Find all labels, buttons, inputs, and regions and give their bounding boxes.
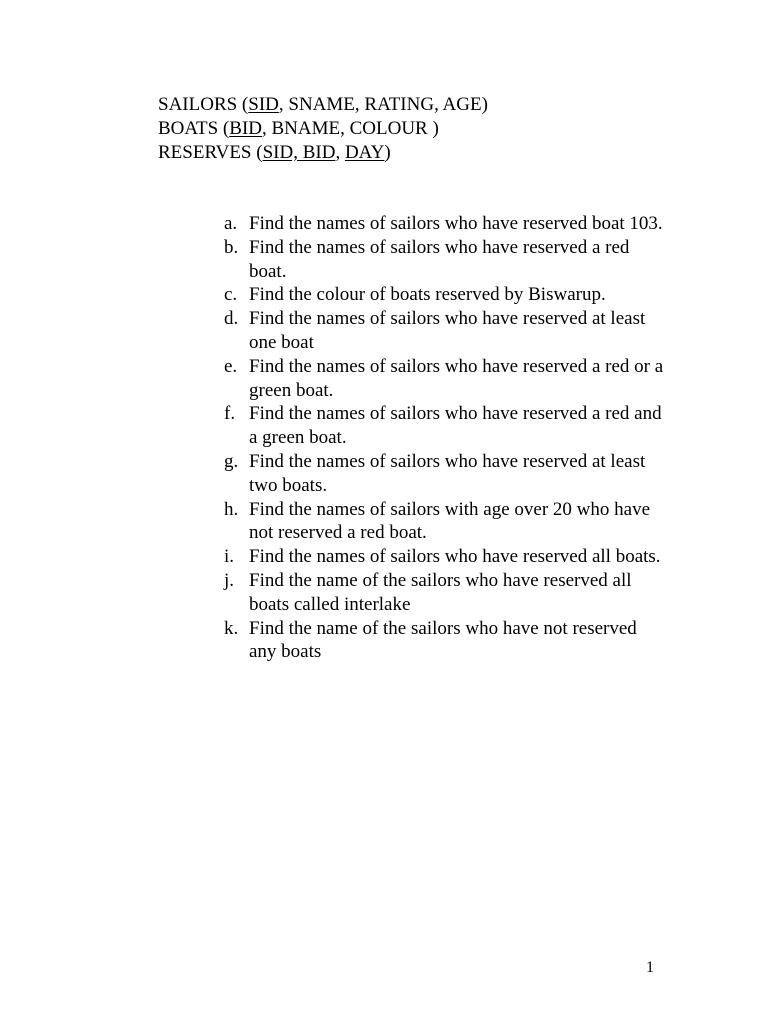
question-marker: f. [224,403,236,425]
question-item [224,569,664,617]
schema-reserves-key-day: DAY [344,142,385,163]
schema-sailors-prefix: SAILORS ( [158,94,249,115]
question-text: Find the names of sailors with age over 20 who have not reserved a red boat. [249,498,651,544]
schema-reserves-prefix: RESERVES ( [158,142,263,163]
page-number: 1 [646,959,654,976]
schema-sailors [158,93,488,117]
question-marker: e. [224,355,238,377]
question-item [224,307,664,355]
question-item [224,498,664,546]
question-item [224,545,664,569]
question-item [224,355,664,403]
question-item [224,212,664,236]
question-marker: a. [224,213,238,234]
question-text: Find the names of sailors who have reserved at least one boat [249,308,646,353]
question-marker: k. [224,617,239,639]
question-marker: d. [224,308,239,330]
question-marker: b. [224,236,239,258]
question-marker: g. [224,450,239,472]
question-marker: j. [224,569,235,591]
question-item [224,402,664,450]
question-text: Find the colour of boats reserved by Biswarup. [249,284,606,306]
question-item [224,617,664,665]
schema-reserves-separator: , [335,142,345,163]
relational-schema [158,93,488,165]
schema-boats-key: BID [229,118,262,139]
question-list [224,212,664,664]
question-item [224,283,664,307]
question-text: Find the names of sailors who have reserved a red and a green boat. [249,403,662,449]
question-text: Find the names of sailors who have reserved a red boat. [249,236,630,282]
schema-boats-prefix: BOATS ( [158,118,230,139]
question-marker: c. [224,284,238,306]
schema-sailors-key: SID [248,94,279,115]
question-text: Find the names of sailors who have reserved all boats. [249,546,661,568]
schema-reserves-key-sid: SID, [262,142,298,163]
schema-reserves-key-bid: BID [297,142,336,163]
schema-reserves-suffix: ) [384,142,391,163]
question-item [224,450,664,498]
question-item [224,236,664,284]
schema-boats [158,117,488,141]
schema-reserves [158,141,488,165]
question-text: Find the names of sailors who have reserved a red or a green boat. [249,355,664,401]
question-text: Find the names of sailors who have reserved boat 103. [249,213,663,234]
question-marker: i. [224,546,235,568]
question-text: Find the name of the sailors who have not reserved any boats [249,617,637,663]
schema-sailors-rest: , SNAME, RATING, AGE) [278,94,488,115]
question-text: Find the names of sailors who have reserved at least two boats. [249,450,646,496]
question-marker: h. [224,498,239,520]
schema-boats-rest: , BNAME, COLOUR ) [262,118,439,139]
question-text: Find the name of the sailors who have reserved all boats called interlake [249,569,632,615]
